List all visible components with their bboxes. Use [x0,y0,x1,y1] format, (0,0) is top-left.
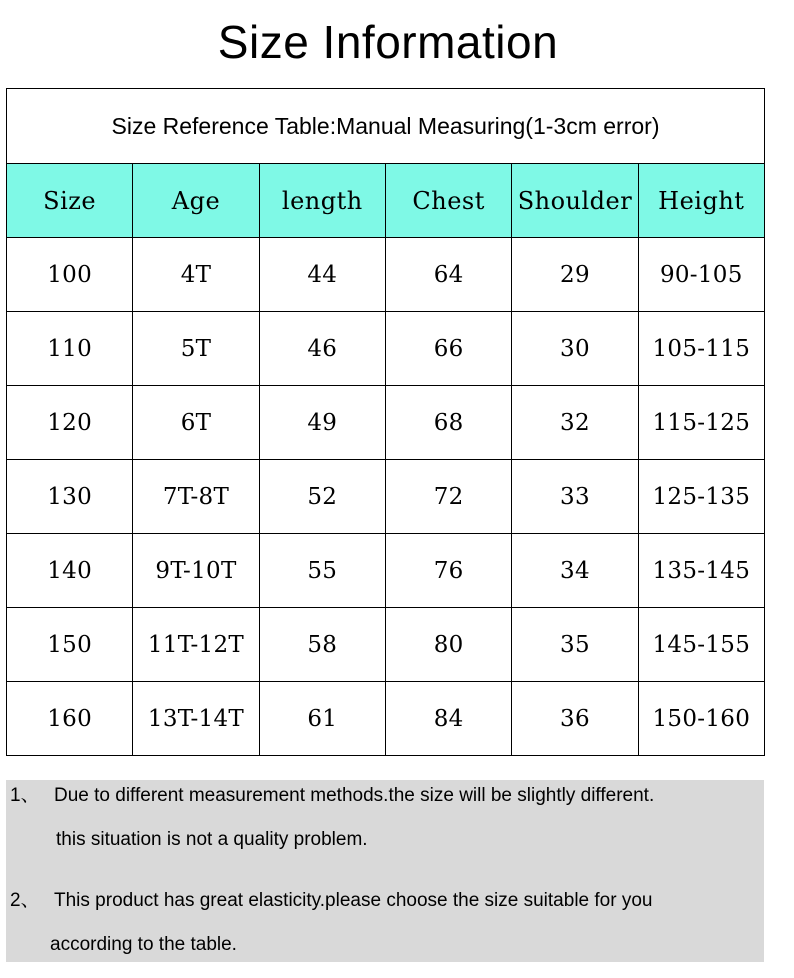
note-2-text: This product has great elasticity.please choose the size suitable for you [54,890,653,911]
cell-height: 150-160 [638,682,764,756]
column-header-shoulder: Shoulder [512,164,638,238]
cell-age: 6T [133,386,259,460]
cell-size: 140 [7,534,133,608]
cell-height: 90-105 [638,238,764,312]
cell-size: 150 [7,608,133,682]
note-2-line-1 [6,885,652,912]
cell-size: 160 [7,682,133,756]
table-row [7,238,765,312]
cell-age: 9T-10T [133,534,259,608]
cell-height: 115-125 [638,386,764,460]
note-1-line-1 [6,780,654,807]
cell-shoulder: 30 [512,312,638,386]
cell-chest: 64 [385,238,511,312]
cell-shoulder: 36 [512,682,638,756]
cell-age: 13T-14T [133,682,259,756]
cell-size: 100 [7,238,133,312]
cell-height: 105-115 [638,312,764,386]
column-header-size: Size [7,164,133,238]
table-row [7,608,765,682]
cell-chest: 80 [385,608,511,682]
cell-age: 11T-12T [133,608,259,682]
table-row [7,460,765,534]
cell-length: 52 [259,460,385,534]
notes-panel [6,780,764,962]
column-header-height: Height [638,164,764,238]
cell-height: 135-145 [638,534,764,608]
table-row [7,312,765,386]
cell-size: 130 [7,460,133,534]
cell-age: 5T [133,312,259,386]
table-row [7,386,765,460]
cell-chest: 72 [385,460,511,534]
cell-shoulder: 33 [512,460,638,534]
note-1-line-2: this situation is not a quality problem. [56,829,368,850]
column-header-chest: Chest [385,164,511,238]
cell-length: 44 [259,238,385,312]
table-caption-row [7,89,765,164]
note-1-number: 1、 [10,785,40,806]
note-1-text: Due to different measurement methods.the size will be slightly different. [54,785,655,806]
cell-chest: 84 [385,682,511,756]
column-header-length: length [259,164,385,238]
table-row [7,534,765,608]
cell-chest: 68 [385,386,511,460]
cell-chest: 66 [385,312,511,386]
cell-length: 49 [259,386,385,460]
note-2-line-2: according to the table. [50,934,237,955]
cell-height: 125-135 [638,460,764,534]
cell-size: 110 [7,312,133,386]
cell-length: 55 [259,534,385,608]
table-caption: Size Reference Table:Manual Measuring(1-3cm error) [7,89,765,164]
cell-shoulder: 34 [512,534,638,608]
cell-age: 4T [133,238,259,312]
table-header-row [7,164,765,238]
cell-size: 120 [7,386,133,460]
column-header-age: Age [133,164,259,238]
page-title: Size Information [217,16,559,68]
cell-length: 61 [259,682,385,756]
cell-shoulder: 29 [512,238,638,312]
cell-shoulder: 35 [512,608,638,682]
cell-length: 46 [259,312,385,386]
cell-shoulder: 32 [512,386,638,460]
size-reference-table [6,88,765,756]
table-row [7,682,765,756]
cell-chest: 76 [385,534,511,608]
cell-age: 7T-8T [133,460,259,534]
cell-length: 58 [259,608,385,682]
note-2-number: 2、 [10,890,40,911]
cell-height: 145-155 [638,608,764,682]
